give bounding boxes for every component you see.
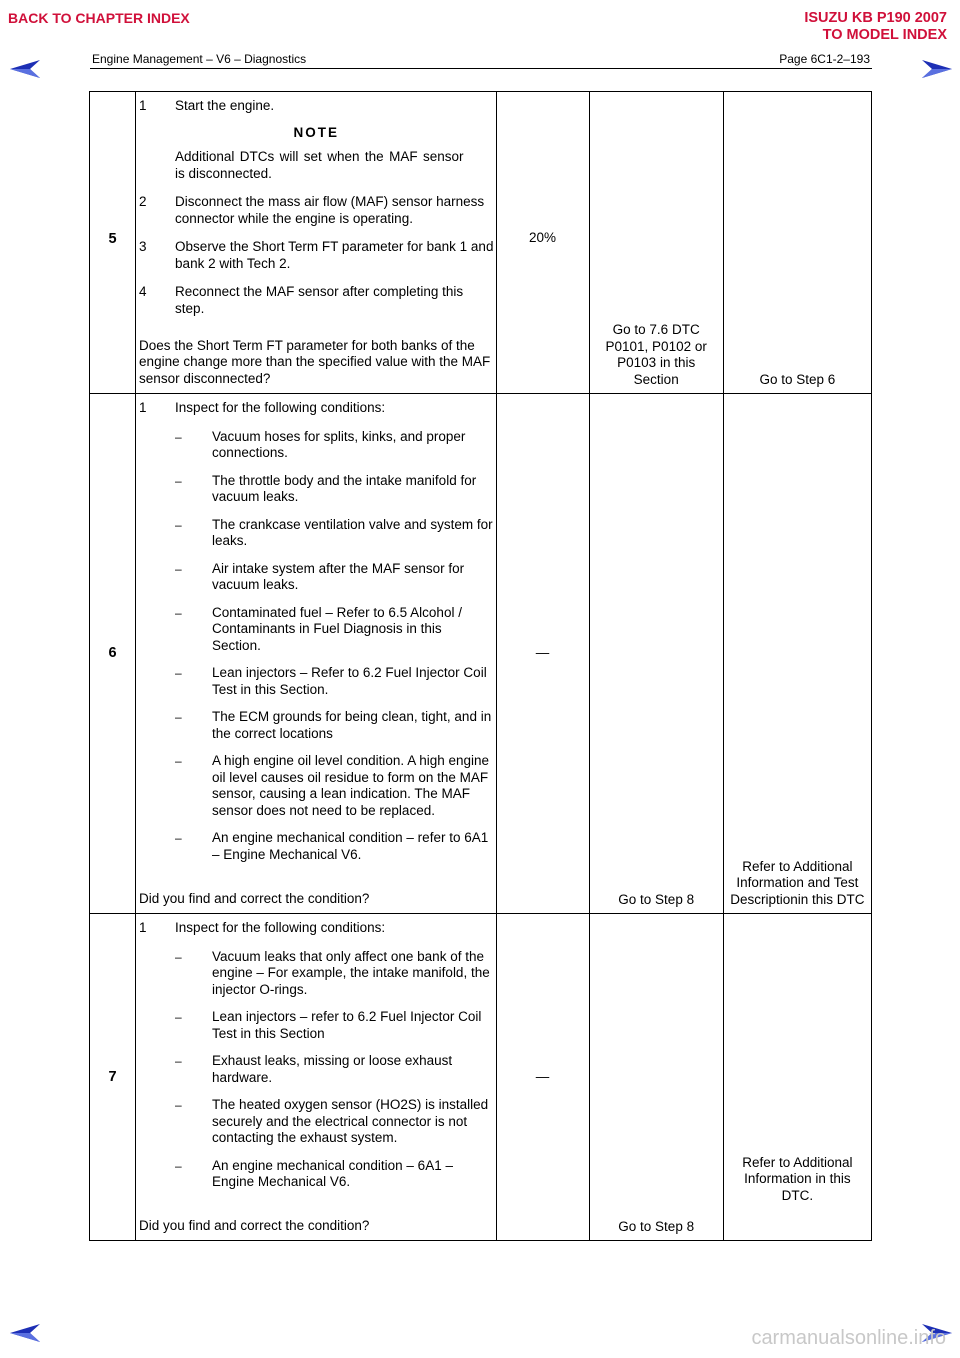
section-header: Engine Management – V6 – Diagnostics [92,52,307,66]
step-number: 5 [108,231,117,248]
action-cell [136,914,496,1241]
list-item: 3 Observe the Short Term FT parameter for bank 1 and bank 2 with Tech 2. [139,239,494,271]
yes-cell [589,92,723,394]
yes-action-link[interactable]: Go to 7.6 DTC P0101, P0102 or P0103 in this Section [605,322,707,387]
prev-page-arrow-icon[interactable] [8,58,42,80]
condition-item: – Exhaust leaks, missing or loose exhaust hardware. [175,1053,453,1085]
step-number-cell [90,914,136,1241]
step-number: 6 [108,645,117,662]
step-number: 7 [108,1068,117,1085]
table-row-step-5 [90,92,872,394]
no-action-link[interactable]: Refer to Additional Information in this DTC. [742,1154,853,1203]
no-action-link[interactable]: Go to Step 6 [759,371,836,387]
list-item: 2 Disconnect the mass air flow (MAF) sensor harness connector while the engine is operating. [139,194,485,226]
step-number-cell [90,92,136,394]
next-page-arrow-icon[interactable] [920,58,954,80]
note-text: Additional DTCs will set when the MAF sensor is disconnected. [175,149,464,181]
header-rule [90,68,872,69]
condition-item: – The throttle body and the intake manifold for vacuum leaks. [175,472,477,504]
condition-item: – The ECM grounds for being clean, tight, and in the correct locations [175,709,492,741]
condition-item: – Vacuum hoses for splits, kinks, and proper connections. [175,428,466,460]
list-item: 1 Inspect for the following conditions: [139,400,386,415]
action-cell [136,92,496,394]
list-item: 1 Inspect for the following conditions: [139,920,386,935]
condition-item: – The heated oxygen sensor (HO2S) is installed securely and the electrical connector is not contacting the exhaust system. [175,1097,489,1145]
value-cell [496,394,589,914]
condition-item: – An engine mechanical condition – refer to 6A1 – Engine Mechanical V6. [175,830,489,862]
no-cell [723,92,871,394]
table-row-step-7 [90,914,872,1241]
condition-item: – Vacuum leaks that only affect one bank of the engine – For example, the intake manifold, the injector O-rings. [175,948,490,997]
action-cell [136,394,496,914]
table-row-step-6 [90,394,872,914]
list-item: 4 Reconnect the MAF sensor after completing this step. [139,284,464,316]
page-number: Page 6C1-2–193 [779,52,870,66]
value-text: — [535,645,550,661]
list-item: 1 Start the engine. [139,98,275,113]
condition-item: – Lean injectors – refer to 6.2 Fuel Injector Coil Test in this Section [175,1009,482,1041]
step-number-cell [90,394,136,914]
condition-item: – The crankcase ventilation valve and system for leaks. [175,516,493,548]
no-action-link[interactable]: Refer to Additional Information and Test Descriptionin this DTC [730,858,865,907]
step-question: Does the Short Term FT parameter for both banks of the engine change more than the specified value with the MAF sensor disconnected? [139,337,491,386]
condition-item: – Air intake system after the MAF sensor for vacuum leaks. [175,560,465,592]
model-nav [804,10,947,44]
value-cell [496,914,589,1241]
yes-action-link[interactable]: Go to Step 8 [618,1218,695,1234]
watermark: carmanualsonline.info [751,1327,946,1349]
yes-cell [589,394,723,914]
step-question: Did you find and correct the condition? [139,1217,370,1233]
condition-item: – Contaminated fuel – Refer to 6.5 Alcohol / Contaminants in Fuel Diagnosis in this Section. [175,604,462,653]
value-text: — [535,1068,550,1084]
condition-item: – An engine mechanical condition – 6A1 – Engine Mechanical V6. [175,1157,453,1189]
to-model-index-link[interactable]: TO MODEL INDEX [822,27,947,43]
condition-item: – A high engine oil level condition. A high engine oil level causes oil residue to form on the MAF sensor, causing a lean indication. The MAF sensor does not need to be replaced. [175,753,490,818]
diagnostic-table [89,91,872,1241]
yes-cell [589,914,723,1241]
step-question: Did you find and correct the condition? [139,890,370,906]
condition-item: – Lean injectors – Refer to 6.2 Fuel Injector Coil Test in this Section. [175,665,487,697]
value-cell [496,92,589,394]
note-title: NOTE [293,124,340,140]
no-cell [723,394,871,914]
model-title: ISUZU KB P190 2007 [804,10,947,26]
no-cell [723,914,871,1241]
value-text: 20% [529,230,557,246]
back-to-chapter-index-link[interactable]: BACK TO CHAPTER INDEX [8,10,190,26]
yes-action-link[interactable]: Go to Step 8 [618,891,695,907]
prev-page-arrow-icon[interactable] [8,1322,42,1344]
